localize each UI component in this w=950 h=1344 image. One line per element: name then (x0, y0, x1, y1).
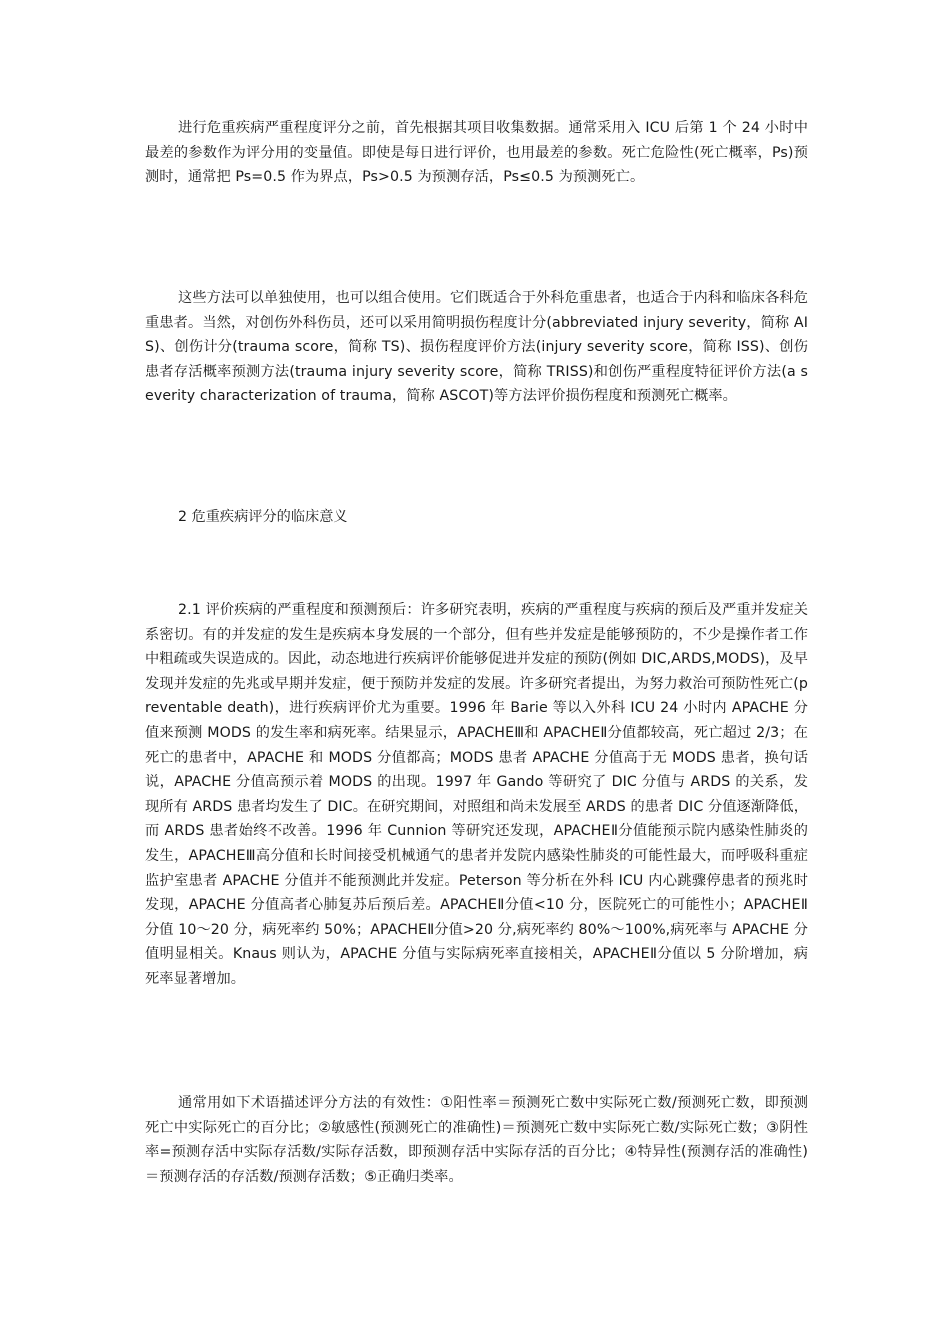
paragraph-data-collection: 进行危重疾病严重程度评分之前，首先根据其项目收集数据。通常采用入 ICU 后第 1 个 24 小时中最差的参数作为评分用的变量值。即使是每日进行评价，也用最差的参数。死亡危险性(死亡概率，Ps)预测时，通常把 Ps=0.5 作为界点，Ps>0.5 为预测存活，Ps≤0.5 为预测死亡。 (145, 120, 808, 186)
paragraph-validity-terms: 通常用如下术语描述评分方法的有效性：①阳性率＝预测死亡数中实际死亡数/预测死亡数，即预测死亡中实际死亡的百分比；②敏感性(预测死亡的准确性)＝预测死亡数中实际死亡数/实际死亡数；③阴性率=预测存活中实际存活数/实际存活数，即预测存活中实际存活的百分比；④特异性(预测存活的准确性)＝预测存活的存活数/预测存活数；⑤正确归类率。 (145, 1095, 808, 1185)
paragraph-severity-prognosis: 2.1 评价疾病的严重程度和预测预后：许多研究表明，疾病的严重程度与疾病的预后及严重并发症关系密切。有的并发症的发生是疾病本身发展的一个部分，但有些并发症是能够预防的，不少是操作者工作中粗疏或失误造成的。因此，动态地进行疾病评价能够促进并发症的预防(例如 DIC,ARDS,MODS)，及早发现并发症的先兆或早期并发症，便于预防并发症的发展。许多研究者提出，为努力救治可预防性死亡(preventable death)，进行疾病评价尤为重要。1996 年 Barie 等以入外科 ICU 24 小时内 APACHE 分值来预测 MODS 的发生率和病死率。结果显示，APACHEⅢ和 APACHEⅡ分值都较高，死亡超过 2/3；在死亡的患者中，APACHE 和 MODS 分值都高；MODS 患者 APACHE 分值高于无 MODS 患者，换句话说，APACHE 分值高预示着 MODS 的出现。1997 年 Gando 等研究了 DIC 分值与 ARDS 的关系，发现所有 ARDS 患者均发生了 DIC。在研究期间，对照组和尚未发展至 ARDS 的患者 DIC 分值逐渐降低，而 ARDS 患者始终不改善。1996 年 Cunnion 等研究还发现，APACHEⅡ分值能预示院内感染性肺炎的发生，APACHEⅢ高分值和长时间接受机械通气的患者并发院内感染性肺炎的可能性最大，而呼吸科重症监护室患者 APACHE 分值并不能预测此并发症。Peterson 等分析在外科 ICU 内心跳骤停患者的预兆时发现，APACHE 分值高者心肺复苏后预后差。APACHEⅡ分值<10 分，医院死亡的可能性小；APACHEⅡ分值 10～20 分，病死率约 50%；APACHEⅡ分值>20 分,病死率约 80%～100%,病死率与 APACHE 分值明显相关。Knaus 则认为，APACHE 分值与实际病死率直接相关，APACHEⅡ分值以 5 分阶增加，病死率显著增加。 (145, 602, 808, 987)
paragraph-scoring-methods: 这些方法可以单独使用，也可以组合使用。它们既适合于外科危重患者，也适合于内科和临床各科危重患者。当然，对创伤外科伤员，还可以采用简明损伤程度计分(abbreviated injury severity，简称 AIS)、创伤计分(trauma score，简称 TS)、损伤程度评价方法(injury severity score，简称 ISS)、创伤患者存活概率预测方法(trauma injury severity score，简称 TRISS)和创伤严重程度特征评价方法(a severity characterization of trauma，简称 ASCOT)等方法评价损伤程度和预测死亡概率。 (145, 290, 808, 405)
section-heading-clinical-significance: 2 危重疾病评分的临床意义 (178, 509, 348, 525)
